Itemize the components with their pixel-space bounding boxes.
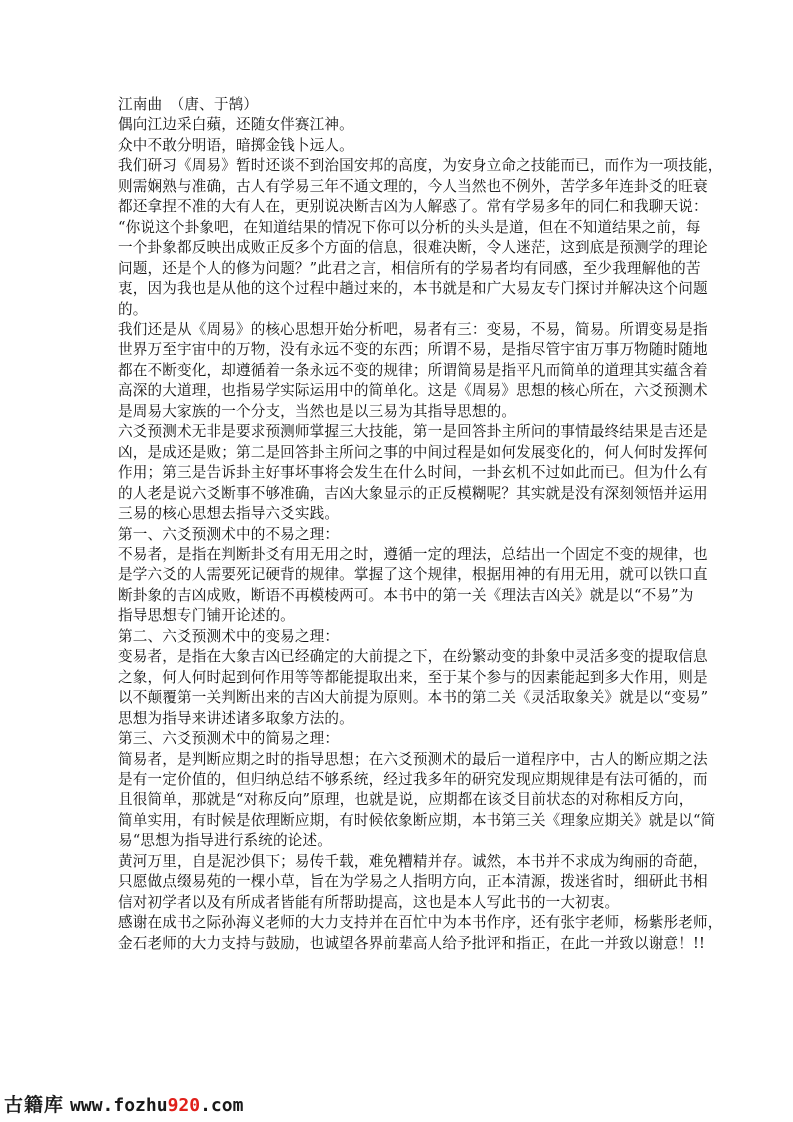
text-line: 是学六爻的人需要死记硬背的规律。掌握了这个规律，根据用神的有用无用，就可以铁口直 xyxy=(118,566,708,584)
text-line: 且很简单，那就是“对称反向”原理，也就是说，应期都在该爻目前状态的对称相反方向， xyxy=(118,791,694,809)
text-line: 感谢在成书之际孙海义老师的大力支持并在百忙中为本书作序，还有张宇老师，杨紫彤老师， xyxy=(118,914,723,932)
text-line: 断卦象的吉凶成败，断语不再模棱两可。本书中的第一关《理法吉凶关》就是以“不易”为 xyxy=(118,586,694,604)
text-line: 第二、六爻预测术中的变易之理： xyxy=(118,627,340,645)
text-line: 金石老师的大力支持与鼓励，也诚望各界前辈高人给予批评和指正，在此一并致以谢意！!! xyxy=(118,934,706,952)
text-line: 只愿做点缀易苑的一棵小草，旨在为学易之人指明方向，正本清源，拨迷省时，细研此书相 xyxy=(118,873,708,891)
text-line: 变易者，是指在大象吉凶已经确定的大前提之下，在纷繁动变的卦象中灵活多变的提取信息 xyxy=(118,648,708,666)
watermark-footer xyxy=(4,1090,243,1118)
text-line: 易“思想为指导进行系统的论述。 xyxy=(118,832,333,850)
text-line: 之象，何人何时起到何作用等等都能提取出来，至于某个参与的因素能起到多大作用，则是 xyxy=(118,668,708,686)
text-line: 我们还是从《周易》的核心思想开始分析吧，易者有三：变易，不易，简易。所谓变易是指 xyxy=(118,320,708,338)
text-line: 以不颠覆第一关判断出来的吉凶大前提为原则。本书的第二关《灵活取象关》就是以“变易” xyxy=(118,689,709,707)
text-line: 则需娴熟与准确，古人有学易三年不通文理的，今人当然也不例外，苦学多年连卦爻的旺衰 xyxy=(118,177,708,195)
watermark-url-suffix: .com xyxy=(200,1095,244,1116)
text-line: 三易的核心思想去指导六爻实践。 xyxy=(118,505,340,523)
text-line: 江南曲 （唐、于鹄） xyxy=(118,96,259,113)
text-line: 是有一定价值的，但归纳总结不够系统，经过我多年的研究发现应期规律是有法可循的，而 xyxy=(118,770,708,788)
text-line: 第一、六爻预测术中的不易之理： xyxy=(118,525,340,543)
text-line: 高深的大道理，也指易学实际运用中的简单化。这是《周易》思想的核心所在，六爻预测术 xyxy=(118,382,708,400)
text-line: “你说这个卦象吧，在知道结果的情况下你可以分析的头头是道，但在不知道结果之前，每 xyxy=(118,218,701,236)
text-line: 众中不敢分明语，暗掷金钱卜远人。 xyxy=(118,136,354,154)
text-line: 偶向江边采白蘋，还随女伴赛江神。 xyxy=(118,116,354,134)
text-line: 简单实用，有时候是依理断应期，有时候依象断应期，本书第三关《理象应期关》就是以“简 xyxy=(118,811,716,829)
text-line: 指导思想专门铺开论述的。 xyxy=(118,607,295,625)
text-line: 思想为指导来讲述诸多取象方法的。 xyxy=(118,709,354,727)
watermark-brand: 古籍库 xyxy=(4,1094,65,1116)
text-line: 作用；第三是告诉卦主好事坏事将会发生在什么时间，一卦玄机不过如此而已。但为什么有 xyxy=(118,464,708,482)
watermark-url-prefix: www.fozhu xyxy=(70,1095,168,1116)
document-body xyxy=(118,95,723,954)
text-line: 简易者，是判断应期之时的指导思想；在六爻预测术的最后一道程序中，古人的断应期之法 xyxy=(118,750,708,768)
text-line: 黄河万里，自是泥沙俱下；易传千载，难免糟精并存。诚然，本书并不求成为绚丽的奇葩， xyxy=(118,852,708,870)
text-line: 问题，还是个人的修为问题？”此君之言，相信所有的学易者均有同感，至少我理解他的苦 xyxy=(118,259,701,277)
text-line: 第三、六爻预测术中的简易之理： xyxy=(118,730,340,748)
text-line: 凶，是成还是败；第二是回答卦主所问之事的中间过程是如何发展变化的，何人何时发挥何 xyxy=(118,443,708,461)
text-line: 一个卦象都反映出成败正反多个方面的信息，很难决断，令人迷茫，这到底是预测学的理论 xyxy=(118,239,708,257)
text-line: 信对初学者以及有所成者皆能有所帮助提高，这也是本人写此书的一大初衷。 xyxy=(118,893,620,911)
watermark-url xyxy=(70,1095,243,1116)
text-line: 都还拿捏不准的大有人在，更别说决断吉凶为人解惑了。常有学易多年的同仁和我聊天说： xyxy=(118,198,708,216)
watermark-url-highlight: 920 xyxy=(167,1095,201,1116)
text-line: 六爻预测术无非是要求预测师掌握三大技能，第一是回答卦主所问的事情最终结果是吉还是 xyxy=(118,423,708,441)
text-line: 是周易大家族的一个分支，当然也是以三易为其指导思想的。 xyxy=(118,402,517,420)
text-line: 世界万至宇宙中的万物，没有永远不变的东西；所谓不易，是指尽管宇宙万事万物随时随地 xyxy=(118,341,708,359)
text-line: 的。 xyxy=(118,300,148,318)
text-line: 不易者，是指在判断卦爻有用无用之时，遵循一定的理法，总结出一个固定不变的规律，也 xyxy=(118,545,708,563)
text-line: 我们研习《周易》暂时还谈不到治国安邦的高度，为安身立命之技能而已，而作为一项技能， xyxy=(118,157,723,175)
text-line: 都在不断变化，却遵循着一条永远不变的规律；所谓简易是指平凡而简单的道理其实蕴含着 xyxy=(118,361,708,379)
text-line: 衷，因为我也是从他的这个过程中趟过来的，本书就是和广大易友专门探讨并解决这个问题 xyxy=(118,280,708,298)
text-line: 的人老是说六爻断事不够准确，吉凶大象显示的正反模糊呢？其实就是没有深刻领悟并运用 xyxy=(118,484,708,502)
